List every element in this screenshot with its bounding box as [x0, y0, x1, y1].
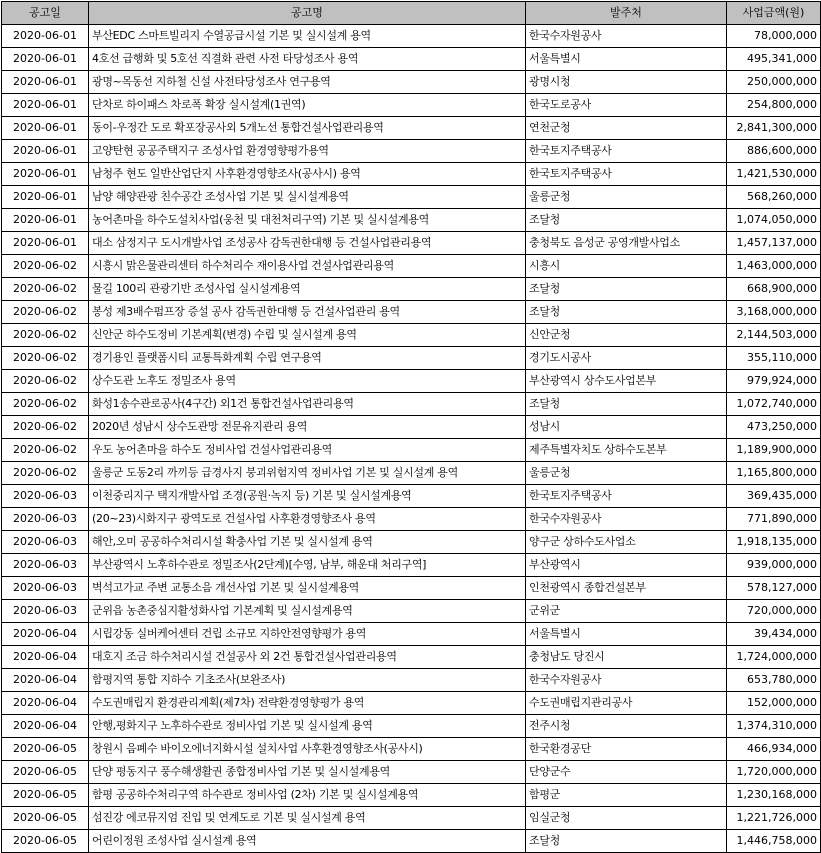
cell-amount[interactable]: 1,165,800,000 [727, 462, 821, 485]
table-row [2, 646, 821, 669]
cell-date[interactable]: 2020-06-02 [2, 347, 89, 370]
cell-org[interactable]: 임실군청 [526, 807, 727, 830]
cell-amount[interactable]: 495,341,000 [727, 48, 821, 71]
cell-name[interactable]: 해안,오미 공공하수처리시설 확충사업 기본 및 실시설계 용역 [89, 531, 526, 554]
cell-org[interactable]: 서울특별시 [526, 48, 727, 71]
cell-amount[interactable]: 720,000,000 [727, 600, 821, 623]
cell-org[interactable]: 한국수자원공사 [526, 669, 727, 692]
cell-org[interactable]: 제주특별자치도 상하수도본부 [526, 439, 727, 462]
cell-org[interactable]: 단양군수 [526, 761, 727, 784]
cell-org[interactable]: 함평군 [526, 784, 727, 807]
cell-org[interactable]: 서울특별시 [526, 623, 727, 646]
cell-date[interactable]: 2020-06-01 [2, 209, 89, 232]
cell-date[interactable]: 2020-06-03 [2, 577, 89, 600]
cell-date[interactable]: 2020-06-02 [2, 416, 89, 439]
table-row [2, 25, 821, 48]
cell-name[interactable]: 어린이정원 조성사업 실시설계 용역 [89, 830, 526, 853]
cell-name[interactable]: 상수도관 노후도 정밀조사 용역 [89, 370, 526, 393]
cell-org[interactable]: 한국수자원공사 [526, 508, 727, 531]
cell-amount[interactable]: 939,000,000 [727, 554, 821, 577]
cell-amount[interactable]: 1,374,310,000 [727, 715, 821, 738]
cell-org[interactable]: 광명시청 [526, 71, 727, 94]
cell-name[interactable]: 남청주 현도 일반산업단지 사후환경영향조사(공사시) 용역 [89, 163, 526, 186]
cell-amount[interactable]: 1,221,726,000 [727, 807, 821, 830]
table-row [2, 163, 821, 186]
cell-org[interactable]: 충청북도 음성군 공영개발사업소 [526, 232, 727, 255]
cell-name[interactable]: 4호선 급행화 및 5호선 직결화 관련 사전 타당성조사 용역 [89, 48, 526, 71]
cell-org[interactable]: 부산광역시 상수도사업본부 [526, 370, 727, 393]
cell-org[interactable]: 조달청 [526, 393, 727, 416]
cell-name[interactable]: 시흥시 맑은물관리센터 하수처리수 재이용사업 건설사업관리용역 [89, 255, 526, 278]
table-row [2, 462, 821, 485]
cell-org[interactable]: 한국수자원공사 [526, 25, 727, 48]
cell-date[interactable]: 2020-06-02 [2, 462, 89, 485]
cell-name[interactable]: 2020년 성남시 상수도관망 전문유지관리 용역 [89, 416, 526, 439]
cell-date[interactable]: 2020-06-01 [2, 140, 89, 163]
table-row [2, 577, 821, 600]
cell-name[interactable]: 안행,평화지구 노후하수관로 정비사업 기본 및 실시설계 용역 [89, 715, 526, 738]
cell-name[interactable]: 봉성 제3배수펌프장 증설 공사 감독권한대행 등 건설사업관리 용역 [89, 301, 526, 324]
table-row [2, 370, 821, 393]
cell-amount[interactable]: 473,250,000 [727, 416, 821, 439]
table-body [2, 25, 821, 853]
header-name[interactable]: 공고명 [89, 2, 526, 25]
cell-date[interactable]: 2020-06-03 [2, 554, 89, 577]
cell-amount[interactable]: 250,000,000 [727, 71, 821, 94]
cell-name[interactable]: 함평지역 통합 지하수 기초조사(보완조사) [89, 669, 526, 692]
cell-amount[interactable]: 886,600,000 [727, 140, 821, 163]
table-row [2, 255, 821, 278]
cell-date[interactable]: 2020-06-03 [2, 531, 89, 554]
table-row [2, 715, 821, 738]
cell-name[interactable]: 섬진강 에코뮤지엄 진입 및 연계도로 기본 및 실시설계 용역 [89, 807, 526, 830]
cell-org[interactable]: 조달청 [526, 301, 727, 324]
table-row [2, 117, 821, 140]
cell-org[interactable]: 군위군 [526, 600, 727, 623]
table-row [2, 807, 821, 830]
cell-name[interactable]: 시립강동 실버케어센터 건립 소규모 지하안전영향평가 용역 [89, 623, 526, 646]
cell-org[interactable]: 조달청 [526, 278, 727, 301]
cell-org[interactable]: 전주시청 [526, 715, 727, 738]
cell-name[interactable]: 벽석고가교 주변 교통소음 개선사업 기본 및 실시설계용역 [89, 577, 526, 600]
cell-name[interactable]: 신안군 하수도정비 기본계획(변경) 수립 및 실시설계 용역 [89, 324, 526, 347]
cell-date[interactable]: 2020-06-04 [2, 623, 89, 646]
cell-org[interactable]: 양구군 상하수도사업소 [526, 531, 727, 554]
cell-amount[interactable]: 1,720,000,000 [727, 761, 821, 784]
cell-date[interactable]: 2020-06-01 [2, 48, 89, 71]
cell-name[interactable]: 부산광역시 노후하수관로 정밀조사(2단계)[수영, 남부, 해운대 처리구역] [89, 554, 526, 577]
cell-org[interactable]: 조달청 [526, 209, 727, 232]
table-row [2, 554, 821, 577]
cell-amount[interactable]: 39,434,000 [727, 623, 821, 646]
cell-org[interactable]: 한국토지주택공사 [526, 140, 727, 163]
cell-org[interactable]: 연천군청 [526, 117, 727, 140]
cell-date[interactable]: 2020-06-04 [2, 715, 89, 738]
cell-date[interactable]: 2020-06-04 [2, 669, 89, 692]
cell-name[interactable]: 고양탄현 공공주택지구 조성사업 환경영향평가용역 [89, 140, 526, 163]
header-row [2, 2, 821, 25]
cell-date[interactable]: 2020-06-05 [2, 738, 89, 761]
cell-org[interactable]: 한국환경공단 [526, 738, 727, 761]
cell-name[interactable]: 대호지 조금 하수처리시설 건설공사 외 2건 통합건설사업관리용역 [89, 646, 526, 669]
cell-org[interactable]: 부산광역시 [526, 554, 727, 577]
table-row [2, 94, 821, 117]
cell-date[interactable]: 2020-06-02 [2, 393, 89, 416]
cell-date[interactable]: 2020-06-01 [2, 94, 89, 117]
cell-date[interactable]: 2020-06-05 [2, 784, 89, 807]
cell-amount[interactable]: 1,072,740,000 [727, 393, 821, 416]
cell-amount[interactable]: 355,110,000 [727, 347, 821, 370]
cell-name[interactable]: 동이-우정간 도로 확포장공사외 5개노선 통합건설사업관리용역 [89, 117, 526, 140]
table-row [2, 531, 821, 554]
cell-amount[interactable]: 2,144,503,000 [727, 324, 821, 347]
cell-amount[interactable]: 2,841,300,000 [727, 117, 821, 140]
cell-date[interactable]: 2020-06-02 [2, 301, 89, 324]
table-row [2, 761, 821, 784]
cell-amount[interactable]: 1,457,137,000 [727, 232, 821, 255]
cell-name[interactable]: 단차로 하이패스 차로폭 확장 실시설계(1권역) [89, 94, 526, 117]
cell-amount[interactable]: 568,260,000 [727, 186, 821, 209]
cell-date[interactable]: 2020-06-03 [2, 508, 89, 531]
cell-date[interactable]: 2020-06-03 [2, 485, 89, 508]
cell-amount[interactable]: 979,924,000 [727, 370, 821, 393]
cell-amount[interactable]: 1,918,135,000 [727, 531, 821, 554]
table-row [2, 324, 821, 347]
table-row [2, 623, 821, 646]
table-row [2, 784, 821, 807]
cell-name[interactable]: 군위읍 농촌중심지활성화사업 기본계획 및 실시설계용역 [89, 600, 526, 623]
table-row [2, 439, 821, 462]
table-row [2, 508, 821, 531]
cell-amount[interactable]: 369,435,000 [727, 485, 821, 508]
cell-name[interactable]: 경기용인 플랫폼시티 교통특화계획 수립 연구용역 [89, 347, 526, 370]
cell-date[interactable]: 2020-06-01 [2, 25, 89, 48]
cell-date[interactable]: 2020-06-05 [2, 761, 89, 784]
cell-date[interactable]: 2020-06-02 [2, 370, 89, 393]
cell-org[interactable]: 울릉군청 [526, 462, 727, 485]
cell-name[interactable]: 물길 100리 관광기반 조성사업 실시설계용역 [89, 278, 526, 301]
cell-name[interactable]: 농어촌마을 하수도설치사업(웅천 및 대천처리구역) 기본 및 실시설계용역 [89, 209, 526, 232]
table-row [2, 209, 821, 232]
cell-org[interactable]: 한국토지주택공사 [526, 485, 727, 508]
table-row [2, 301, 821, 324]
cell-amount[interactable]: 1,724,000,000 [727, 646, 821, 669]
cell-name[interactable]: 수도권매립지 환경관리계획(제7차) 전략환경영향평가 용역 [89, 692, 526, 715]
cell-amount[interactable]: 1,421,530,000 [727, 163, 821, 186]
table-row [2, 186, 821, 209]
cell-org[interactable]: 신안군청 [526, 324, 727, 347]
cell-date[interactable]: 2020-06-04 [2, 692, 89, 715]
cell-org[interactable]: 울릉군청 [526, 186, 727, 209]
cell-date[interactable]: 2020-06-03 [2, 600, 89, 623]
table-row [2, 347, 821, 370]
cell-date[interactable]: 2020-06-05 [2, 830, 89, 853]
table-row [2, 485, 821, 508]
bid-notice-table [1, 1, 821, 853]
table-row [2, 416, 821, 439]
cell-date[interactable]: 2020-06-02 [2, 278, 89, 301]
cell-org[interactable]: 한국토지주택공사 [526, 163, 727, 186]
cell-org[interactable]: 한국도로공사 [526, 94, 727, 117]
header-org[interactable]: 발주처 [526, 2, 727, 25]
cell-date[interactable]: 2020-06-01 [2, 71, 89, 94]
cell-amount[interactable]: 152,000,000 [727, 692, 821, 715]
cell-date[interactable]: 2020-06-02 [2, 439, 89, 462]
cell-name[interactable]: 대소 삼정지구 도시개발사업 조성공사 감독권한대행 등 건설사업관리용역 [89, 232, 526, 255]
cell-date[interactable]: 2020-06-02 [2, 255, 89, 278]
cell-date[interactable]: 2020-06-04 [2, 646, 89, 669]
cell-org[interactable]: 조달청 [526, 830, 727, 853]
header-date[interactable]: 공고일 [2, 2, 89, 25]
cell-amount[interactable]: 466,934,000 [727, 738, 821, 761]
cell-org[interactable]: 성남시 [526, 416, 727, 439]
cell-amount[interactable]: 78,000,000 [727, 25, 821, 48]
cell-name[interactable]: 우도 농어촌마을 하수도 정비사업 건설사업관리용역 [89, 439, 526, 462]
cell-name[interactable]: 이천중리지구 택지개발사업 조경(공원·녹지 등) 기본 및 실시설계용역 [89, 485, 526, 508]
cell-name[interactable]: 울릉군 도동2리 까끼등 급경사지 붕괴위험지역 정비사업 기본 및 실시설계 용역 [89, 462, 526, 485]
table-row [2, 393, 821, 416]
cell-amount[interactable]: 578,127,000 [727, 577, 821, 600]
cell-amount[interactable]: 254,800,000 [727, 94, 821, 117]
table-row [2, 692, 821, 715]
cell-name[interactable]: 남양 해양관광 친수공간 조성사업 기본 및 실시설계용역 [89, 186, 526, 209]
cell-org[interactable]: 충청남도 당진시 [526, 646, 727, 669]
table-row [2, 669, 821, 692]
table-row [2, 600, 821, 623]
cell-name[interactable]: 함평 공공하수처리구역 하수관로 정비사업 (2차) 기본 및 실시설계용역 [89, 784, 526, 807]
cell-date[interactable]: 2020-06-01 [2, 163, 89, 186]
cell-date[interactable]: 2020-06-05 [2, 807, 89, 830]
cell-date[interactable]: 2020-06-01 [2, 186, 89, 209]
header-amount[interactable]: 사업금액(원) [727, 2, 821, 25]
cell-date[interactable]: 2020-06-01 [2, 117, 89, 140]
cell-name[interactable]: (20~23)시화지구 광역도로 건설사업 사후환경영향조사 용역 [89, 508, 526, 531]
cell-org[interactable]: 시흥시 [526, 255, 727, 278]
cell-amount[interactable]: 653,780,000 [727, 669, 821, 692]
cell-amount[interactable]: 3,168,000,000 [727, 301, 821, 324]
table-row [2, 278, 821, 301]
cell-amount[interactable]: 1,463,000,000 [727, 255, 821, 278]
table-row [2, 738, 821, 761]
cell-amount[interactable]: 1,446,758,000 [727, 830, 821, 853]
table-row [2, 48, 821, 71]
table-row [2, 71, 821, 94]
cell-amount[interactable]: 1,230,168,000 [727, 784, 821, 807]
cell-name[interactable]: 창원시 음폐수 바이오에너지화시설 설치사업 사후환경영향조사(공사시) [89, 738, 526, 761]
cell-name[interactable]: 화성1송수관로공사(4구간) 외1건 통합건설사업관리용역 [89, 393, 526, 416]
cell-org[interactable]: 경기도시공사 [526, 347, 727, 370]
cell-amount[interactable]: 1,189,900,000 [727, 439, 821, 462]
cell-amount[interactable]: 668,900,000 [727, 278, 821, 301]
cell-name[interactable]: 부산EDC 스마트빌리지 수열공급시설 기본 및 실시설계 용역 [89, 25, 526, 48]
cell-name[interactable]: 단양 평동지구 풍수해생활권 종합정비사업 기본 및 실시설계용역 [89, 761, 526, 784]
table-row [2, 140, 821, 163]
cell-date[interactable]: 2020-06-01 [2, 232, 89, 255]
cell-name[interactable]: 광명~목동선 지하철 신설 사전타당성조사 연구용역 [89, 71, 526, 94]
table-row [2, 830, 821, 853]
table-row [2, 232, 821, 255]
cell-amount[interactable]: 1,074,050,000 [727, 209, 821, 232]
cell-org[interactable]: 수도권매립지관리공사 [526, 692, 727, 715]
cell-date[interactable]: 2020-06-02 [2, 324, 89, 347]
cell-org[interactable]: 인천광역시 종합건설본부 [526, 577, 727, 600]
cell-amount[interactable]: 771,890,000 [727, 508, 821, 531]
